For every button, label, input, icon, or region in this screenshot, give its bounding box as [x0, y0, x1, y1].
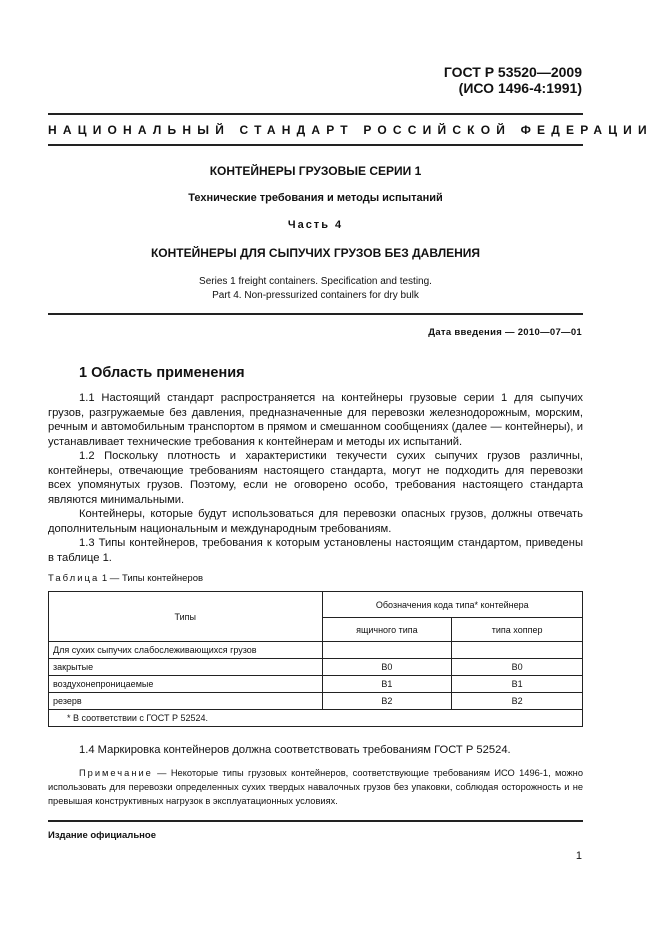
- document-title: КОНТЕЙНЕРЫ ГРУЗОВЫЕ СЕРИИ 1: [209, 164, 422, 178]
- note-label: Примечание: [79, 768, 153, 778]
- part-label: Часть 4: [287, 219, 344, 231]
- table-caption-text: 1 — Типы контейнеров: [99, 573, 204, 584]
- standard-number: ГОСТ Р 53520—2009: [443, 64, 582, 80]
- table-row: [49, 693, 583, 710]
- row-hopper-code: В0: [452, 659, 583, 676]
- title-bottom-rule: [48, 313, 583, 315]
- header-hopper-type: типа хоппер: [452, 618, 583, 642]
- table-row: [49, 659, 583, 676]
- table-cell: [452, 642, 583, 659]
- row-box-code: В2: [322, 693, 452, 710]
- table-caption: [48, 573, 203, 584]
- paragraph-1-2-continued: Контейнеры, которые будут использоваться для перевозки опасных грузов, должны отвечать дополнительным национальным и международным требованиям.: [48, 508, 583, 535]
- row-box-code: В0: [322, 659, 452, 676]
- table-note: [48, 766, 583, 808]
- iso-reference: (ИСО 1496-4:1991): [458, 80, 582, 96]
- standard-designation: [444, 64, 582, 96]
- header-box-type: ящичного типа: [322, 618, 452, 642]
- paragraph-1-1: 1.1 Настоящий стандарт распространяется на контейнеры грузовые серии 1 для сыпучих грузов, разгружаемые без давления, предназначенные для перевозки железнодорожным, морским, речным и автомобильным транспортом в прямом и смешанном сообщениях (далее — контейнеры), и устанавливает технические требования к контейнерам и методы их испытаний.: [48, 392, 583, 448]
- paragraph-1-4: 1.4 Маркировка контейнеров должна соответствовать требованиям ГОСТ Р 52524.: [79, 744, 511, 756]
- national-standard-banner: НАЦИОНАЛЬНЫЙ СТАНДАРТ РОССИЙСКОЙ ФЕДЕРАЦИИ: [48, 123, 653, 137]
- table-cell: [322, 642, 452, 659]
- row-hopper-code: В2: [452, 693, 583, 710]
- table-caption-label: Таблица: [48, 573, 100, 584]
- row-box-code: В1: [322, 676, 452, 693]
- row-type: резерв: [49, 693, 323, 710]
- english-title-line-1: Series 1 freight containers. Specification and testing.: [199, 276, 432, 287]
- row-type: закрытые: [49, 659, 323, 676]
- footer-rule: [48, 820, 583, 822]
- section-heading: 1 Область применения: [79, 365, 245, 381]
- header-type-code: Обозначения кода типа* контейнера: [322, 592, 583, 618]
- table-footnote: * В соответствии с ГОСТ Р 52524.: [49, 710, 583, 727]
- effective-date: Дата введения — 2010—07—01: [428, 327, 582, 338]
- row-hopper-code: В1: [452, 676, 583, 693]
- group-row-label: Для сухих сыпучих слабослеживающихся грузов: [49, 642, 323, 659]
- paragraph-1-2: 1.2 Поскольку плотность и характеристики текучести сухих сыпучих грузов различны, контейнеры, отвечающие требованиям настоящего стандарта, могут не подходить для перевозки всех упомянутых грузов. Поэтому, если не оговорено особо, требования настоящего стандарта являются минимальными.: [48, 450, 583, 506]
- row-type: воздухонепроницаемые: [49, 676, 323, 693]
- document-subtitle: Технические требования и методы испытаний: [188, 192, 443, 204]
- english-title-line-2: Part 4. Non-pressurized containers for dry bulk: [212, 290, 419, 301]
- header-types: Типы: [49, 592, 323, 642]
- paragraph-1-3: 1.3 Типы контейнеров, требования к которым установлены настоящим стандартом, приведены в таблице 1.: [48, 537, 583, 564]
- official-edition-label: Издание официальное: [48, 830, 156, 841]
- container-types-table: [48, 591, 583, 727]
- note-text: — Некоторые типы грузовых контейнеров, соответствующие требованиям ИСО 1496-1, можно использовать для перевозки определенных сухих твердых навалочных грузов без упаковки, соблюдая осторожность и не превышая конструктивных нагрузок в эксплуатационных условиях.: [48, 768, 583, 806]
- top-rule: [48, 113, 583, 115]
- part-title: КОНТЕЙНЕРЫ ДЛЯ СЫПУЧИХ ГРУЗОВ БЕЗ ДАВЛЕНИЯ: [150, 246, 481, 260]
- banner-bottom-rule: [48, 144, 583, 146]
- table-row: [49, 676, 583, 693]
- page-number: 1: [575, 850, 582, 862]
